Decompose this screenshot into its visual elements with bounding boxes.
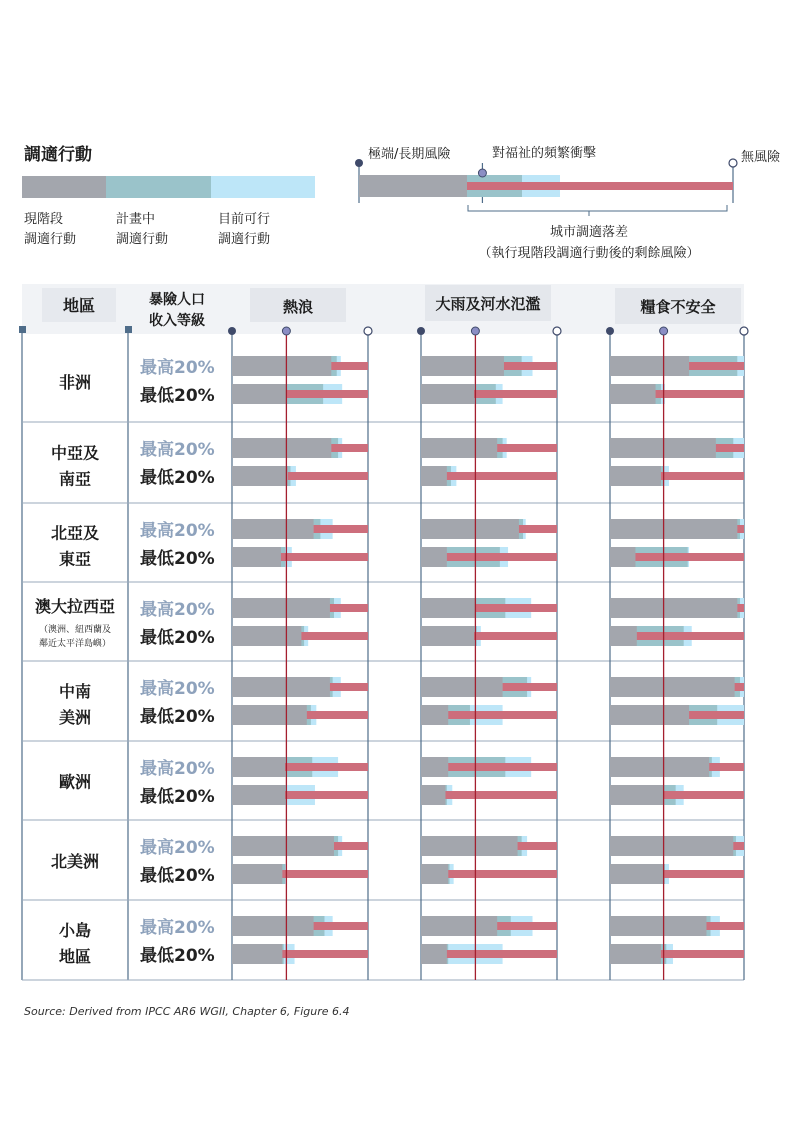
bar-current xyxy=(232,438,331,458)
axis-point-extreme-0 xyxy=(228,327,236,335)
bar-group-low xyxy=(232,705,368,725)
region-label: 南亞 xyxy=(58,469,92,489)
bar-gap xyxy=(331,444,368,452)
legend-gap-title: 城市調適落差 xyxy=(549,225,629,240)
bar-group-low xyxy=(421,466,557,486)
bar-group-high xyxy=(421,438,557,458)
bar-current xyxy=(421,677,503,697)
bar-current xyxy=(232,626,301,646)
bar-gap xyxy=(716,444,744,452)
region-label: 中南 xyxy=(58,682,92,701)
legend-swatch-1 xyxy=(106,176,211,198)
legend-label-2-line2: 調適行動 xyxy=(218,232,271,247)
bar-gap xyxy=(664,791,744,799)
bar-group-high xyxy=(610,836,744,856)
bar-gap xyxy=(285,763,368,771)
bar-group-low xyxy=(610,466,744,486)
bar-gap xyxy=(637,632,744,640)
region-note: 鄰近太平洋島嶼） xyxy=(38,639,112,649)
bar-gap xyxy=(331,362,368,370)
bar-current xyxy=(610,944,661,964)
legend-point-label-1: 對福祉的頻繁衝擊 xyxy=(492,146,597,161)
legend-title: 調適行動 xyxy=(24,145,92,165)
region-label: 歐洲 xyxy=(58,772,92,792)
bar-group-low xyxy=(610,944,744,964)
header-hazard-0: 熱浪 xyxy=(282,298,314,316)
bar-gap xyxy=(737,525,744,533)
income-label-high: 最高20% xyxy=(140,679,215,699)
bar-current xyxy=(610,466,661,486)
bar-current xyxy=(232,944,282,964)
legend-point-label-2: 無風險 xyxy=(741,150,781,165)
region-note: （澳洲、紐西蘭及 xyxy=(38,625,112,635)
bar-group-high xyxy=(421,356,557,376)
region-label: 澳大拉西亞 xyxy=(34,597,116,616)
bar-gap xyxy=(709,763,744,771)
bar-current xyxy=(610,916,706,936)
bar-group-high xyxy=(421,677,557,697)
bar-group-low xyxy=(232,785,368,805)
bar-current xyxy=(610,598,737,618)
bar-gap xyxy=(474,390,557,398)
bar-group-low xyxy=(232,864,368,884)
income-label-low: 最低20% xyxy=(140,628,215,648)
bar-group-high xyxy=(421,519,557,539)
region-label: 小島 xyxy=(58,921,92,940)
region-label: 地區 xyxy=(58,947,92,966)
grid-marker-income xyxy=(125,326,132,333)
bar-current xyxy=(421,705,448,725)
bar-current xyxy=(421,598,475,618)
grid-marker-left xyxy=(19,326,26,333)
axis-point-norisk-2 xyxy=(740,327,748,335)
bar-current xyxy=(232,864,282,884)
bar-current xyxy=(610,356,689,376)
bar-gap xyxy=(288,472,368,480)
region-label: 中亞及 xyxy=(50,443,100,463)
bar-group-high xyxy=(232,757,368,777)
income-label-low: 最低20% xyxy=(140,787,215,807)
bar-gap xyxy=(519,525,557,533)
axis-point-norisk-1 xyxy=(553,327,561,335)
bar-group-low xyxy=(232,626,368,646)
income-label-high: 最高20% xyxy=(140,838,215,858)
bar-current xyxy=(232,356,331,376)
bar-group-high xyxy=(421,916,557,936)
bar-current xyxy=(610,705,689,725)
bar-gap xyxy=(301,632,368,640)
header-region: 地區 xyxy=(62,296,96,315)
bar-group-low xyxy=(610,547,744,567)
bar-group-high xyxy=(610,757,744,777)
bar-current xyxy=(610,438,716,458)
bar-current xyxy=(232,705,307,725)
bar-current xyxy=(421,356,504,376)
bar-gap xyxy=(664,870,744,878)
income-label-high: 最高20% xyxy=(140,521,215,541)
bar-gap xyxy=(330,604,368,612)
bar-current xyxy=(232,384,286,404)
bar-gap xyxy=(689,711,744,719)
bar-gap xyxy=(307,711,368,719)
bar-current xyxy=(232,916,314,936)
bar-gap xyxy=(285,791,368,799)
legend-label-0-line2: 調適行動 xyxy=(24,232,77,247)
source-note: Source: Derived from IPCC AR6 WGII, Chapter 6, Figure 6.4 xyxy=(24,1005,350,1018)
income-label-low: 最低20% xyxy=(140,946,215,966)
bar-group-low xyxy=(232,384,368,404)
bar-gap xyxy=(737,604,744,612)
bar-gap xyxy=(475,604,557,612)
bar-gap xyxy=(334,842,368,850)
bar-current xyxy=(232,466,288,486)
bar-group-low xyxy=(421,705,557,725)
axis-point-norisk-0 xyxy=(364,327,372,335)
bar-current xyxy=(610,519,737,539)
bar-group-high xyxy=(232,677,368,697)
bar-gap xyxy=(448,870,557,878)
bar-gap xyxy=(281,553,368,561)
bar-group-low xyxy=(610,785,744,805)
bar-gap xyxy=(504,362,557,370)
income-label-low: 最低20% xyxy=(140,866,215,886)
region-label: 非洲 xyxy=(58,373,92,392)
income-label-high: 最高20% xyxy=(140,759,215,779)
bar-group-low xyxy=(610,626,744,646)
bar-group-low xyxy=(421,384,557,404)
bar-group-high xyxy=(232,598,368,618)
region-label: 東亞 xyxy=(58,549,92,569)
bar-current xyxy=(232,598,330,618)
bar-group-high xyxy=(610,677,744,697)
bar-gap xyxy=(503,683,557,691)
bar-current xyxy=(421,626,474,646)
income-label-high: 最高20% xyxy=(140,600,215,620)
legend-label-0-line1: 現階段 xyxy=(24,212,64,227)
header-income-line2: 收入等級 xyxy=(149,313,205,329)
legend-swatch-0 xyxy=(22,176,106,198)
income-label-high: 最高20% xyxy=(140,440,215,460)
axis-point-frequent-1 xyxy=(471,327,479,335)
income-label-high: 最高20% xyxy=(140,918,215,938)
bar-group-low xyxy=(421,944,557,964)
bar-gap xyxy=(286,390,368,398)
bar-gap xyxy=(445,791,557,799)
income-label-low: 最低20% xyxy=(140,386,215,406)
bar-current xyxy=(421,384,474,404)
bar-current xyxy=(421,547,447,567)
bar-current xyxy=(610,864,664,884)
legend-gap-bracket xyxy=(468,205,727,216)
legend-point-norisk xyxy=(729,159,737,167)
bar-gap xyxy=(661,472,744,480)
header-income-line1: 暴險人口 xyxy=(149,292,205,308)
legend-point-label-0: 極端/長期風險 xyxy=(368,147,451,162)
bar-current xyxy=(232,519,314,539)
bar-current xyxy=(610,677,735,697)
bar-group-low xyxy=(232,547,368,567)
bar-gap xyxy=(635,553,744,561)
bar-gap xyxy=(314,922,368,930)
legend-bar-current xyxy=(359,175,467,197)
bar-gap xyxy=(447,472,557,480)
bar-group-low xyxy=(610,705,744,725)
bar-current xyxy=(232,677,330,697)
legend-gap-subtitle: （執行現階段調適行動後的剩餘風險） xyxy=(478,246,700,261)
legend-point-extreme xyxy=(355,159,363,167)
income-label-low: 最低20% xyxy=(140,707,215,727)
bar-group-high xyxy=(610,438,744,458)
bar-current xyxy=(421,864,448,884)
bar-gap xyxy=(448,763,557,771)
bar-gap xyxy=(330,683,368,691)
bar-gap xyxy=(518,842,557,850)
bar-current xyxy=(421,916,497,936)
bar-gap xyxy=(314,525,368,533)
income-label-low: 最低20% xyxy=(140,549,215,569)
bar-gap xyxy=(282,950,368,958)
bar-group-high xyxy=(610,916,744,936)
bar-current xyxy=(421,438,497,458)
bar-current xyxy=(610,785,664,805)
bar-gap xyxy=(656,390,744,398)
region-label: 美洲 xyxy=(58,708,92,727)
bar-gap xyxy=(474,632,557,640)
bar-gap xyxy=(497,444,557,452)
axis-point-frequent-0 xyxy=(282,327,290,335)
axis-point-extreme-1 xyxy=(417,327,425,335)
bar-current xyxy=(421,519,519,539)
bar-current xyxy=(421,466,447,486)
bar-current xyxy=(610,384,656,404)
bar-current xyxy=(610,626,637,646)
bar-group-high xyxy=(421,598,557,618)
bar-current xyxy=(232,785,285,805)
region-label: 北亞及 xyxy=(50,523,100,543)
bar-gap xyxy=(448,711,557,719)
bar-group-high xyxy=(232,836,368,856)
bar-gap xyxy=(447,553,557,561)
legend-bar-gap xyxy=(467,182,733,190)
bar-group-high xyxy=(610,598,744,618)
header-hazard-2: 糧食不安全 xyxy=(640,298,716,316)
bar-group-low xyxy=(610,384,744,404)
bar-group-low xyxy=(421,864,557,884)
bar-group-high xyxy=(610,519,744,539)
header-hazard-1: 大雨及河水氾濫 xyxy=(435,295,541,313)
bar-current xyxy=(232,836,334,856)
bar-group-low xyxy=(421,785,557,805)
bar-group-high xyxy=(232,356,368,376)
legend-swatch-2 xyxy=(211,176,315,198)
axis-point-frequent-2 xyxy=(660,327,668,335)
bar-group-high xyxy=(232,519,368,539)
bar-group-low xyxy=(232,466,368,486)
bar-gap xyxy=(661,950,744,958)
bar-gap xyxy=(447,950,557,958)
bar-current xyxy=(421,836,518,856)
axis-point-extreme-2 xyxy=(606,327,614,335)
bar-group-low xyxy=(421,547,557,567)
income-label-low: 最低20% xyxy=(140,468,215,488)
legend-label-1-line2: 調適行動 xyxy=(116,232,169,247)
bar-current xyxy=(421,944,447,964)
bar-current xyxy=(421,757,448,777)
bar-gap xyxy=(735,683,744,691)
bar-current xyxy=(610,547,635,567)
income-label-high: 最高20% xyxy=(140,358,215,378)
bar-gap xyxy=(689,362,744,370)
bar-current xyxy=(421,785,445,805)
bar-current xyxy=(610,757,709,777)
legend-label-1-line1: 計畫中 xyxy=(116,212,156,227)
legend-point-frequent xyxy=(478,169,486,177)
legend-label-2-line1: 目前可行 xyxy=(218,212,271,227)
bar-group-high xyxy=(421,836,557,856)
bar-group-low xyxy=(232,944,368,964)
bar-group-low xyxy=(610,864,744,884)
bar-gap xyxy=(706,922,744,930)
bar-group-low xyxy=(421,626,557,646)
bar-gap xyxy=(282,870,368,878)
bar-current xyxy=(610,836,733,856)
bar-group-high xyxy=(232,916,368,936)
bar-gap xyxy=(733,842,744,850)
bar-current xyxy=(232,547,281,567)
bar-group-high xyxy=(421,757,557,777)
bar-current xyxy=(232,757,285,777)
bar-group-high xyxy=(610,356,744,376)
bar-gap xyxy=(497,922,557,930)
region-label: 北美洲 xyxy=(50,852,100,871)
bar-group-high xyxy=(232,438,368,458)
